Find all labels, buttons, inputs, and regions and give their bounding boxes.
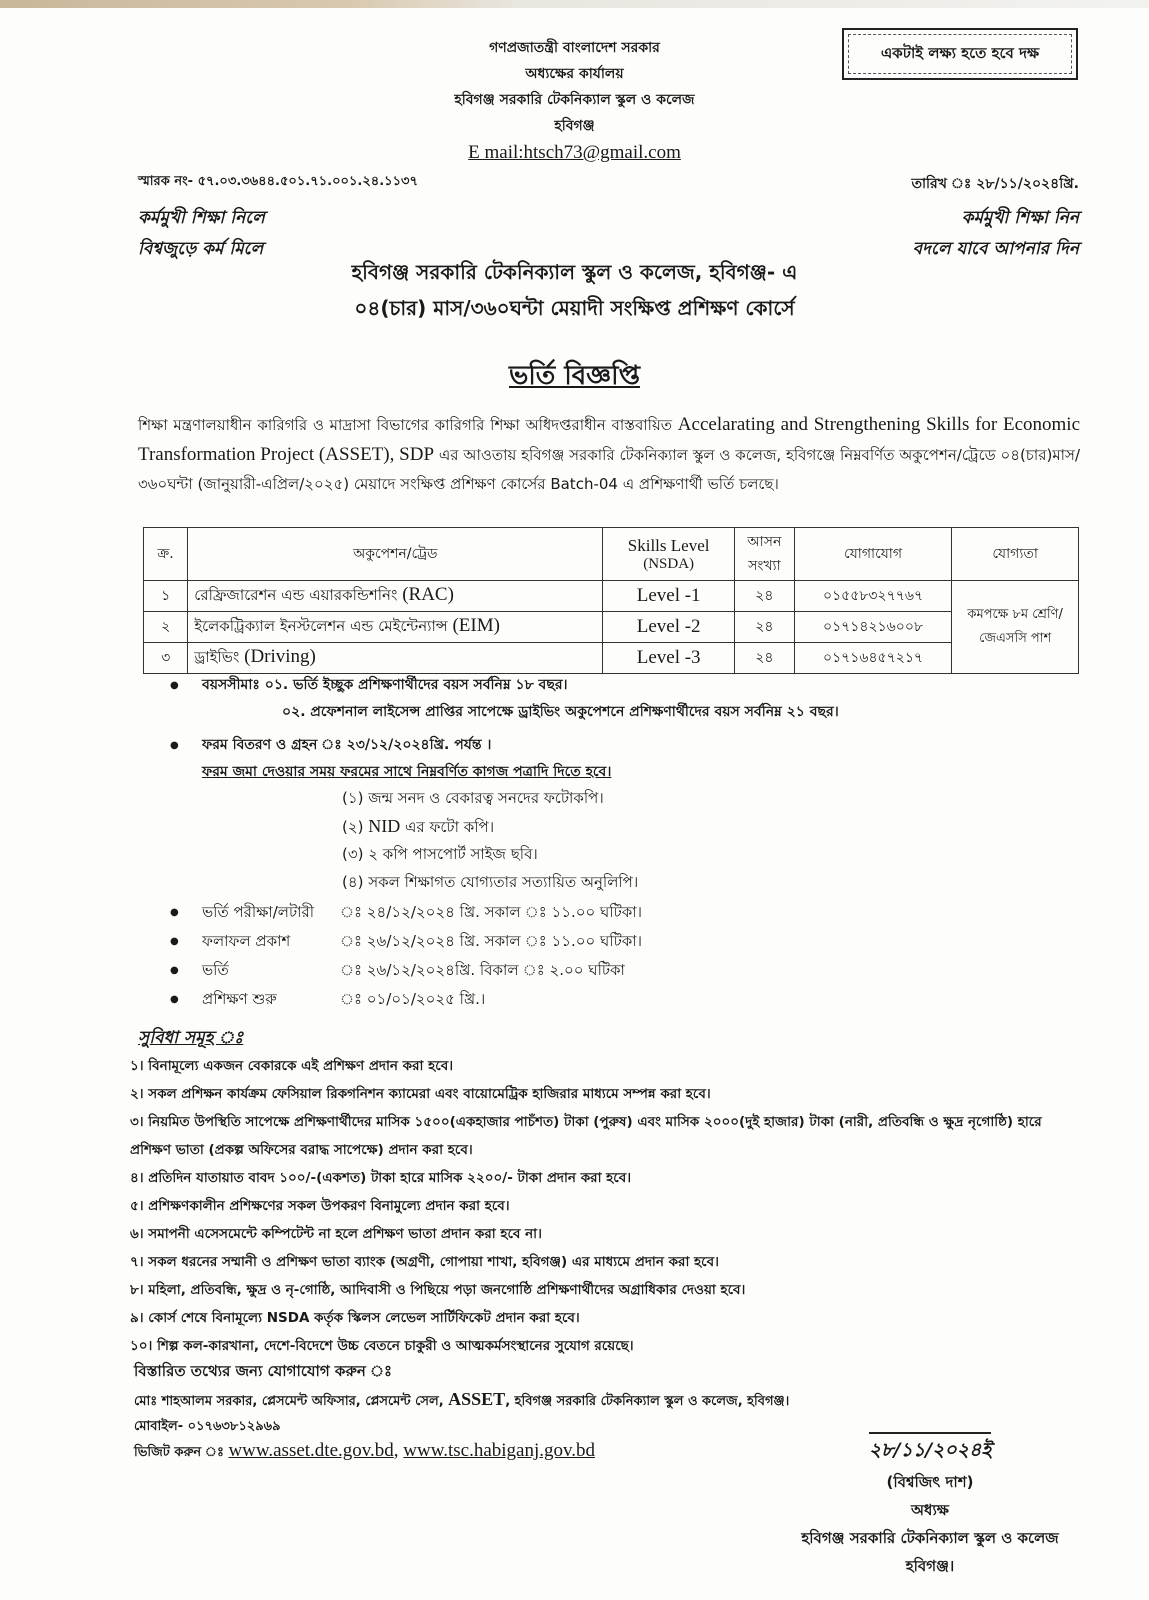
- form-distribution-text: ফরম বিতরণ ও গ্রহন ঃ ২৩/১২/২০২৪খ্রি. পর্যন্ত ।: [202, 737, 492, 753]
- slogan-right-line: কর্মমুখী শিক্ষা নিন: [961, 208, 1079, 228]
- col-qualification: যোগ্যতা: [952, 528, 1079, 581]
- table-row: [144, 612, 1079, 643]
- document-number: (৩): [342, 845, 364, 863]
- cell-level: Level -2: [603, 612, 735, 643]
- col-seats-line: আসন: [747, 534, 782, 550]
- benefit-item: ৯। কোর্স শেষে বিনামূল্যে NSDA কর্তৃক স্কিলস লেভেল সার্টিফিকেট প্রদান করা হবে।: [130, 1310, 580, 1326]
- col-skills-level: [603, 528, 735, 581]
- form-note: ফরম জমা দেওয়ার সময় ফরমের সাথে নিম্নবর্ণিত কাগজ পত্রাদি দিতে হবে।: [202, 764, 612, 780]
- schedule-value: ঃ ২৬/১২/২০২৪খ্রি. বিকাল ঃ ২.০০ ঘটিকা: [340, 961, 625, 979]
- benefits-heading: সুবিধা সমূহ ঃ: [138, 1028, 244, 1048]
- cell-trade: [188, 643, 603, 674]
- handwritten-signature: ২৮/১১/২০২৪ই: [869, 1432, 992, 1468]
- benefit-item: ৪। প্রতিদিন যাতায়াত বাবদ ১০০/-(একশত) টাকা হারে মাসিক ২২০০/- টাকা প্রদান করা হবে।: [130, 1170, 632, 1186]
- scan-top-edge: [0, 0, 1149, 8]
- intro-text: এর আওতায় হবিগঞ্জ সরকারি টেকনিক্যাল স্কুল ও কলেজ, হবিগঞ্জে নিম্নবর্ণিত অকুপেশন/ট্রেডে ০৪(চার)মাস/৩৬০ঘন্টা (জানুয়ারী-এপ্রিল/২০২৫) মেয়াদে সংক্ষিপ্ত প্রশিক্ষণ কোর্সের: [138, 446, 1080, 493]
- document-item: [342, 784, 604, 812]
- email-link[interactable]: E mail:htsch73@gmail.com: [468, 142, 681, 163]
- schedule-item: [170, 898, 770, 927]
- schedule-item: [170, 927, 770, 956]
- trade-code: (RAC): [402, 583, 454, 605]
- visit-line: [134, 1440, 595, 1464]
- document-text: জন্ম সনদ ও বেকারত্ব সনদের ফটোকপি।: [368, 789, 604, 807]
- benefit-item: ৬। সমাপনী এসেসমেন্টে কম্পিটেন্ট না হলে প্রশিক্ষণ ভাতা প্রদান করা হবে না।: [130, 1226, 542, 1242]
- document-item: [342, 868, 638, 896]
- motto-text: একটাই লক্ষ্য হতে হবে দক্ষ: [848, 34, 1072, 74]
- col-serial: ক্র.: [144, 528, 188, 581]
- signatory-designation: অধ্যক্ষ: [911, 1501, 949, 1519]
- trade-name-bn: রেফ্রিজারেশন এন্ড এয়ারকন্ডিশনিং: [194, 585, 398, 604]
- contact-person-text: মোঃ শাহআলম সরকার, প্লেসমেন্ট অফিসার, প্লেসমেন্ট সেল,: [134, 1394, 449, 1409]
- col-trade: অকুপেশন/ট্রেড: [188, 528, 603, 581]
- cell-trade: [188, 581, 603, 612]
- document-text: এর ফটো কপি।: [400, 818, 495, 836]
- age-limit-text: বয়সসীমাঃ ০১. ভর্তি ইচ্ছুক প্রশিক্ষণার্থীদের বয়স সর্বনিম্ন ১৮ বছর।: [202, 677, 568, 693]
- document-number: (১): [342, 789, 364, 807]
- benefit-item: ৮। মহিলা, প্রতিবন্ধি, ক্ষুদ্র ও নৃ-গোষ্ঠি, আদিবাসী ও পিছিয়ে পড়া জনগোষ্ঠি প্রশিক্ষণার্থীদের অগ্রাধিকার দেওয়া হবে।: [130, 1282, 746, 1298]
- document-item: [342, 840, 538, 868]
- col-seats-line: সংখ্যা: [748, 558, 781, 574]
- schedule-item: [170, 985, 770, 1014]
- cell-contact: ০১৭১৪২১৬০০৮: [794, 612, 952, 643]
- contact-heading: বিস্তারিত তথ্যের জন্য যোগাযোগ করুন ঃ: [134, 1362, 393, 1380]
- benefit-item: ১০। শিল্প কল-কারখানা, দেশে-বিদেশে উচ্চ বেতনে চাকুরী ও আত্মকর্মসংস্থানের সুযোগ রয়েছে।: [130, 1338, 634, 1354]
- intro-text: এ প্রশিক্ষণার্থী ভর্তি চলছে।: [617, 475, 779, 493]
- batch-label: Batch-04: [550, 475, 618, 493]
- benefit-item: ৩। নিয়মিত উপস্থিতি সাপেক্ষে প্রশিক্ষণার্থীদের মাসিক ১৫০০(একহাজার পাচঁশত) টাকা (পুরুষ) এবং মাসিক ২০০০(দুই হাজার) টাকা (নারী, প্রতিবন্ধি ও ক্ষুদ্র নৃগোষ্ঠি) হারে প্রশিক্ষণ ভাতা (প্রকল্প অফিসের বরাদ্ধ সাপেক্ষে) প্রদান করা হবে।: [130, 1114, 1042, 1158]
- trade-name-bn: ইলেকট্রিক্যাল ইনস্টলেশন এন্ড মেইন্টেন্যান্স: [194, 616, 448, 635]
- document-number: (৪): [342, 873, 364, 891]
- course-title-line2: ০৪(চার) মাস/৩৬০ঘন্টা মেয়াদী সংক্ষিপ্ত প্রশিক্ষণ কোর্সে: [354, 296, 795, 320]
- signatory-city: হবিগঞ্জ।: [905, 1557, 955, 1575]
- table-row: [144, 643, 1079, 674]
- schedule-label: ● প্রশিক্ষণ শুরু: [202, 990, 277, 1008]
- slogan-right-line: বদলে যাবে আপনার দিন: [912, 239, 1079, 259]
- url-separator: ,: [393, 1440, 404, 1461]
- signature-block: [780, 1418, 1080, 1580]
- office-name: অধ্যক্ষের কার্যালয়: [525, 66, 624, 82]
- schedule-item: [170, 956, 770, 985]
- intro-paragraph: [138, 410, 1080, 499]
- cell-contact: ০১৭১৬৪৫৭২১৭: [794, 643, 952, 674]
- benefit-item: ৭। সকল ধরনের সম্মানী ও প্রশিক্ষণ ভাতা ব্যাংক (অগ্রণী, গোপায়া শাখা, হবিগঞ্জ) এর মাধ্যমে প্রদান করা হবে।: [130, 1254, 719, 1270]
- intro-text: শিক্ষা মন্ত্রণালয়াধীন কারিগরি ও মাদ্রাসা বিভাগের কারিগরি শিক্ষা অধিদপ্তরাধীন বাস্তবায়িত: [138, 416, 678, 434]
- contact-person-text: , হবিগঞ্জ সরকারি টেকনিক্যাল স্কুল ও কলেজ, হবিগঞ্জ।: [505, 1394, 790, 1409]
- cell-seats: ২৪: [735, 612, 795, 643]
- col-skills-level-line: Skills Level: [627, 535, 710, 555]
- benefit-item: ১। বিনামূল্যে একজন বেকারকে এই প্রশিক্ষণ প্রদান করা হবে।: [130, 1058, 454, 1074]
- website-link-tsc[interactable]: www.tsc.habiganj.gov.bd: [403, 1440, 596, 1461]
- schedule-value: ঃ ০১/০১/২০২৫ খ্রি.।: [340, 990, 486, 1008]
- document-item: [342, 812, 494, 841]
- institution-city: হবিগঞ্জ: [554, 118, 595, 134]
- benefit-item: ৫। প্রশিক্ষণকালীন প্রশিক্ষণের সকল উপকরণ বিনামুল্যে প্রদান করা হবে।: [130, 1198, 510, 1214]
- project-name: Accelarating and Strengthening Skills for Economic Transformation Project (ASSET), SDP: [138, 414, 1081, 465]
- cell-contact: ০১৫৫৮৩২৭৭৬৭: [794, 581, 952, 612]
- cell-serial: ১: [144, 581, 188, 612]
- schedule-label: ● ফলাফল প্রকাশ: [202, 932, 291, 950]
- contact-person: [134, 1386, 789, 1415]
- schedule-value: ঃ ২৬/১২/২০২৪ খ্রি. সকাল ঃ ১১.০০ ঘটিকা।: [340, 932, 642, 950]
- issue-date: তারিখ ঃ ২৮/১১/২০২৪খ্রি.: [911, 176, 1079, 192]
- cell-seats: ২৪: [735, 643, 795, 674]
- col-seats: [735, 528, 795, 581]
- motto-box: [842, 28, 1078, 80]
- document-text-en: NID: [368, 816, 401, 836]
- government-name: গণপ্রজাতন্ত্রী বাংলাদেশ সরকার: [489, 40, 660, 56]
- col-contact: যোগাযোগ: [794, 528, 952, 581]
- cell-serial: ৩: [144, 643, 188, 674]
- table-header-row: [144, 528, 1079, 581]
- signatory-institution: হবিগঞ্জ সরকারি টেকনিক্যাল স্কুল ও কলেজ: [801, 1529, 1059, 1547]
- col-skills-level-line: (NSDA): [643, 555, 695, 572]
- trade-code: (Driving): [244, 645, 316, 667]
- course-title-line1: হবিগঞ্জ সরকারি টেকনিক্যাল স্কুল ও কলেজ, হবিগঞ্জ- এ: [351, 260, 798, 284]
- benefit-item: ২। সকল প্রশিক্ষন কার্যক্রম ফেসিয়াল রিকগনিশন ক্যামেরা এবং বায়োমেট্রিক হাজিরার মাধ্যমে সম্পন্ন করা হবে।: [130, 1086, 711, 1102]
- website-link-asset[interactable]: www.asset.dte.gov.bd: [228, 1440, 394, 1461]
- slogan-left-line: বিশ্বজুড়ে কর্ম মিলে: [138, 239, 264, 259]
- notice-heading: [0, 355, 1149, 399]
- cell-level: Level -3: [603, 643, 735, 674]
- schedule-label: ● ভর্তি পরীক্ষা/লটারী: [202, 903, 315, 921]
- document-number: (২): [342, 818, 364, 836]
- cell-qualification: কমপক্ষে ৮ম শ্রেণি/জেএসসি পাশ: [952, 581, 1079, 674]
- document-text: ২ কপি পাসপোর্ট সাইজ ছবি।: [368, 845, 538, 863]
- signatory-name: (বিশ্বজিৎ দাশ): [886, 1473, 974, 1491]
- trade-code: (EIM): [452, 614, 500, 636]
- memo-number: স্মারক নং- ৫৭.০৩.৩৬৪৪.৫০১.৭১.০০১.২৪.১১৩৭: [138, 174, 418, 189]
- slogan-left-line: কর্মমুখী শিক্ষা নিলে: [138, 208, 265, 228]
- cell-seats: ২৪: [735, 581, 795, 612]
- form-distribution-item: [170, 732, 491, 759]
- cell-trade: [188, 612, 603, 643]
- cell-serial: ২: [144, 612, 188, 643]
- institution-name: হবিগঞ্জ সরকারি টেকনিক্যাল স্কুল ও কলেজ: [454, 92, 695, 108]
- email-line: [0, 142, 1149, 164]
- contact-asset: ASSET: [448, 1389, 506, 1409]
- visit-label: ভিজিট করুন ঃ: [134, 1445, 229, 1460]
- table-row: [144, 581, 1079, 612]
- contact-mobile: মোবাইল- ০১৭৬৩৮১২৯৬৯: [134, 1419, 281, 1434]
- age-limit-driving: ০২. প্রফেশনাল লাইসেন্স প্রাপ্তির সাপেক্ষে ড্রাইভিং অকুপেশনে প্রশিক্ষণার্থীদের বয়স সর্বনিম্ন ২১ বছর।: [282, 704, 839, 720]
- schedule-value: ঃ ২৪/১২/২০২৪ খ্রি. সকাল ঃ ১১.০০ ঘটিকা।: [340, 903, 642, 921]
- trades-table: [143, 527, 1079, 674]
- notice-heading-text: ভর্তি বিজ্ঞপ্তি: [509, 361, 640, 391]
- document-text: সকল শিক্ষাগত যোগ্যতার সত্যায়িত অনুলিপি।: [368, 873, 639, 891]
- trade-name-bn: ড্রাইভিং: [194, 647, 240, 666]
- schedule-label: ● ভর্তি: [202, 961, 229, 979]
- cell-level: Level -1: [603, 581, 735, 612]
- age-limit-item: [170, 672, 568, 699]
